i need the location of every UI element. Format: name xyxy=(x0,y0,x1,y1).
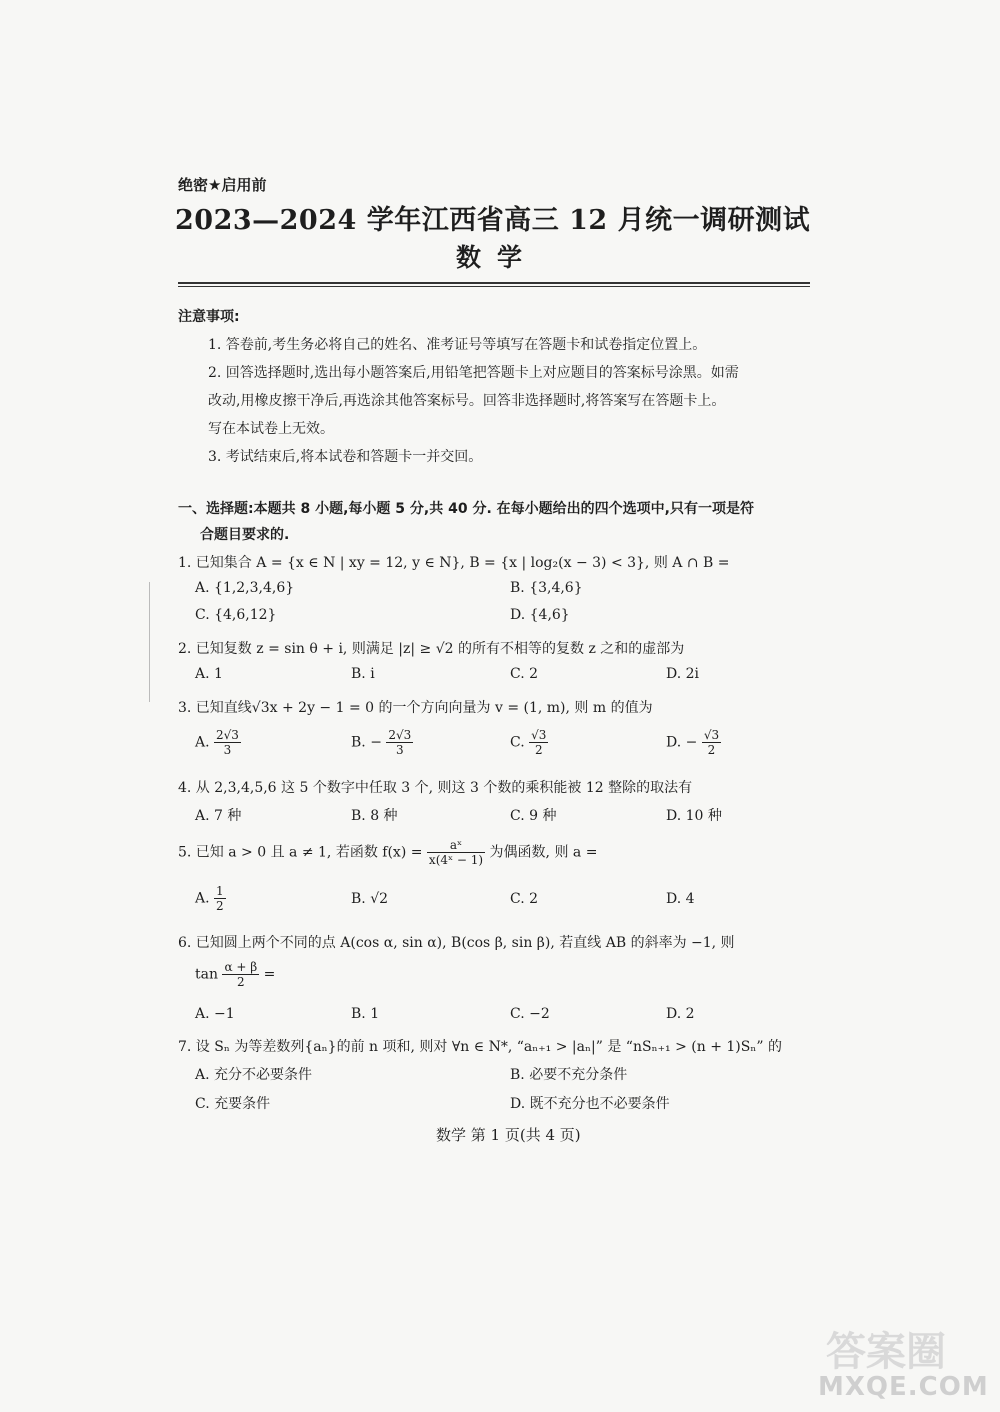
question-stem-cont xyxy=(195,960,275,989)
option-label: B. − xyxy=(351,734,382,751)
option-label: C. xyxy=(510,734,525,751)
option-a: A. 7 种 xyxy=(195,808,242,824)
option-c: C. {4,6,12} xyxy=(195,607,277,623)
watermark-logo: 答案圈 xyxy=(826,1329,946,1375)
option-label: A. xyxy=(195,734,210,751)
option-a: A. −1 xyxy=(195,1006,235,1022)
option-a: A. {1,2,3,4,6} xyxy=(195,580,295,596)
option-d: D. 既不充分也不必要条件 xyxy=(510,1096,670,1112)
subject-title: 数学 xyxy=(456,243,539,272)
option-a: A. 1 xyxy=(195,666,223,682)
numerator: 2√3 xyxy=(388,728,412,742)
question-stem: 2. 已知复数 z = sin θ + i, 则满足 |z| ≥ √2 的所有不相等的复数 z 之和的虚部为 xyxy=(178,641,685,657)
notice-item: 写在本试卷上无效。 xyxy=(208,421,334,437)
denominator: 2 xyxy=(216,899,224,913)
question-stem: 6. 已知圆上两个不同的点 A(cos α, sin α), B(cos β, sin β), 若直线 AB 的斜率为 −1, 则 xyxy=(178,935,735,951)
option-a xyxy=(195,884,226,913)
section-heading-cont: 合题目要求的. xyxy=(200,527,290,543)
question-stem: 1. 已知集合 A = {x ∈ N | xy = 12, y ∈ N}, B = {x | log₂(x − 3) < 3}, 则 A ∩ B = xyxy=(178,555,730,571)
margin-line xyxy=(149,582,150,702)
option-d: D. 2 xyxy=(666,1006,695,1022)
numerator: aˣ xyxy=(427,838,485,853)
option-b: B. {3,4,6} xyxy=(510,580,583,596)
question-stem: 4. 从 2,3,4,5,6 这 5 个数字中任取 3 个, 则这 3 个数的乘积能被 12 整除的取法有 xyxy=(178,780,693,796)
option-c: C. 充要条件 xyxy=(195,1096,271,1112)
option-d xyxy=(666,728,721,757)
numerator: √3 xyxy=(703,728,720,742)
notice-item: 1. 答卷前,考生务必将自己的姓名、准考证号等填写在答题卡和试卷指定位置上。 xyxy=(208,337,707,353)
header-rule-thin xyxy=(178,286,810,287)
fraction xyxy=(702,728,721,757)
option-c xyxy=(510,728,548,757)
denominator: 2 xyxy=(237,975,245,989)
numerator: √3 xyxy=(531,728,547,742)
notice-heading: 注意事项: xyxy=(178,309,240,325)
header-rule xyxy=(178,282,810,284)
fraction xyxy=(214,884,226,913)
question-stem: 7. 设 Sₙ 为等差数列{aₙ}的前 n 项和, 则对 ∀n ∈ N*, “aₙ₊₁ > |aₙ|” 是 “nSₙ₊₁ > (n + 1)Sₙ” 的 xyxy=(178,1039,782,1055)
option-c: C. 9 种 xyxy=(510,808,557,824)
option-a xyxy=(195,728,241,757)
option-label: A. xyxy=(195,890,210,907)
option-d: D. 2i xyxy=(666,666,700,682)
equals-sign: = xyxy=(263,966,276,983)
option-d: D. {4,6} xyxy=(510,607,570,623)
fraction xyxy=(529,728,548,757)
option-b: B. 必要不充分条件 xyxy=(510,1067,628,1083)
option-label: D. − xyxy=(666,734,698,751)
numerator: 2√3 xyxy=(216,728,239,742)
stem-text: 5. 已知 a > 0 且 a ≠ 1, 若函数 f(x) = xyxy=(178,844,423,861)
notice-item: 2. 回答选择题时,选出每小题答案后,用铅笔把答题卡上对应题目的答案标号涂黑。如需 xyxy=(208,365,739,381)
fraction xyxy=(427,838,485,867)
option-b: B. i xyxy=(351,666,375,682)
watermark-url: MXQE.COM xyxy=(818,1372,989,1402)
option-d: D. 10 种 xyxy=(666,808,722,824)
fraction xyxy=(222,960,259,989)
question-stem: 3. 已知直线√3x + 2y − 1 = 0 的一个方向向量为 v = (1, m), 则 m 的值为 xyxy=(178,700,653,716)
denominator: x(4ˣ − 1) xyxy=(428,853,484,867)
secret-label: 绝密★启用前 xyxy=(178,176,267,194)
option-b: B. 1 xyxy=(351,1006,380,1022)
denominator: 3 xyxy=(223,743,232,757)
page-footer: 数学 第 1 页(共 4 页) xyxy=(436,1126,581,1144)
denominator: 2 xyxy=(707,743,716,757)
fraction xyxy=(214,728,241,757)
option-c: C. 2 xyxy=(510,891,539,907)
fraction xyxy=(386,728,413,757)
option-a: A. 充分不必要条件 xyxy=(195,1067,313,1083)
option-c: C. 2 xyxy=(510,666,539,682)
section-heading: 一、选择题:本题共 8 小题,每小题 5 分,共 40 分. 在每小题给出的四个选项中,只有一项是符 xyxy=(178,501,754,517)
tan-label: tan xyxy=(195,966,218,983)
option-b xyxy=(351,728,413,757)
stem-text: 为偶函数, 则 a = xyxy=(489,844,598,861)
notice-item: 3. 考试结束后,将本试卷和答题卡一并交回。 xyxy=(208,449,483,465)
question-stem xyxy=(178,838,597,867)
denominator: 3 xyxy=(396,743,404,757)
option-c: C. −2 xyxy=(510,1006,550,1022)
option-b: B. 8 种 xyxy=(351,808,398,824)
numerator: α + β xyxy=(224,960,258,974)
option-b: B. √2 xyxy=(351,891,389,907)
notice-item: 改动,用橡皮擦干净后,再选涂其他答案标号。回答非选择题时,将答案写在答题卡上。 xyxy=(208,393,726,409)
option-d: D. 4 xyxy=(666,891,695,907)
numerator: 1 xyxy=(216,884,224,898)
exam-title: 2023—2024 学年江西省高三 12 月统一调研测试 xyxy=(175,205,811,236)
denominator: 2 xyxy=(534,743,543,757)
